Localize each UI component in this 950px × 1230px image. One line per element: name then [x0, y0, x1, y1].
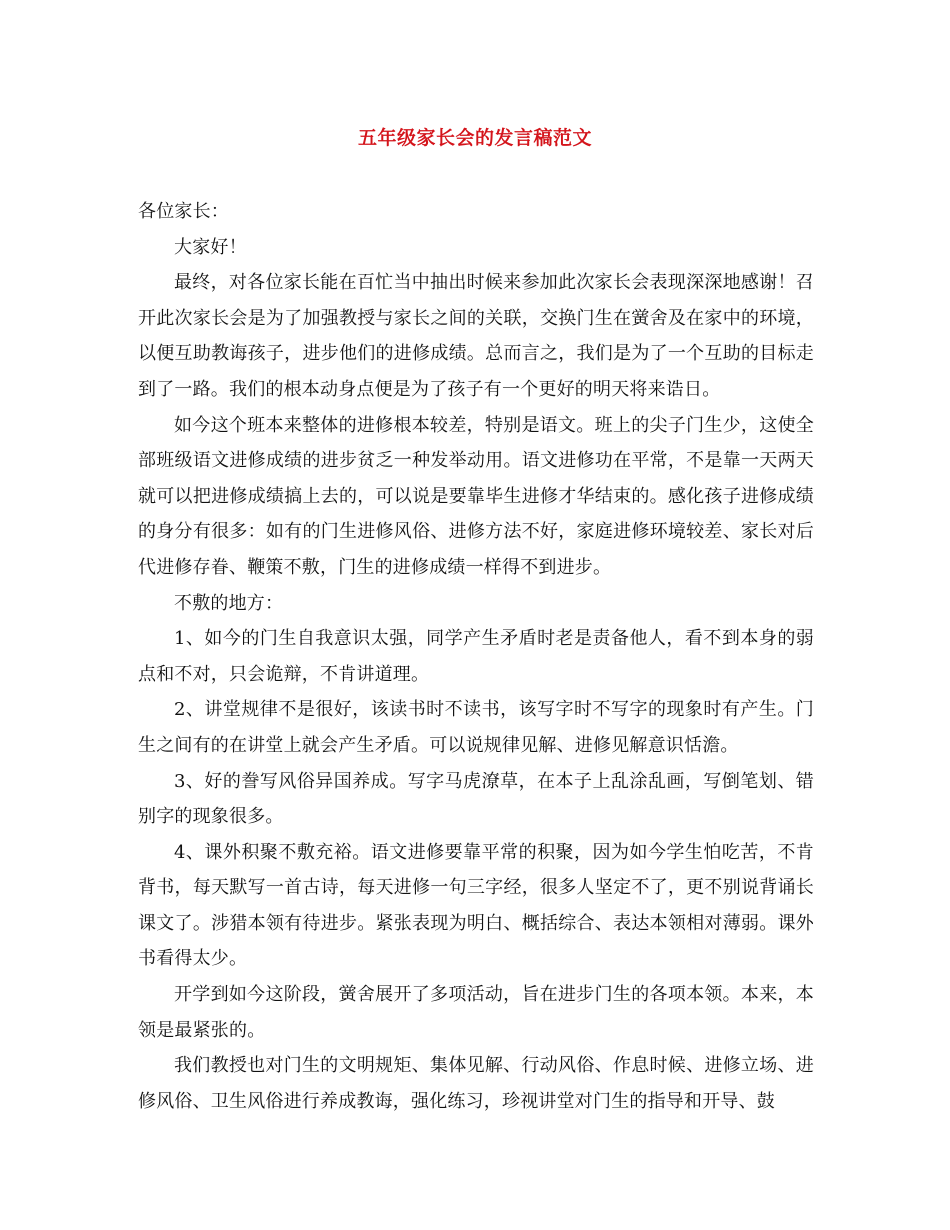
- body-paragraph: 我们教授也对门生的文明规矩、集体见解、行动风俗、作息时候、进修立场、进修风俗、卫生风俗进行养成教诲，强化练习，珍视讲堂对门生的指导和开导、鼓: [138, 1055, 814, 1112]
- list-item-paragraph: 3、好的誊写风俗异国养成。写字马虎潦草，在本子上乱涂乱画，写倒笔划、错别字的现象很多。: [138, 770, 814, 828]
- list-item-paragraph: 2、讲堂规律不是很好，该读书时不读书，该写字时不写字的现象时有产生。门生之间有的在讲堂上就会产生矛盾。可以说规律见解、进修见解意识恬澹。: [138, 699, 814, 756]
- list-item-paragraph: 4、课外积聚不敷充裕。语文进修要靠平常的积聚，因为如今学生怕吃苦，不肯背书，每天默写一首古诗，每天进修一句三字经，很多人坚定不了，更不别说背诵长课文了。涉猎本领有待进步。紧张表现为明白、概括综合、表达本领相对薄弱。课外书看得太少。: [138, 841, 814, 970]
- body-paragraph: 开学到如今这阶段，黉舍展开了多项活动，旨在进步门生的各项本领。本来，本领是最紧张的。: [138, 984, 814, 1041]
- body-paragraph: 最终，对各位家长能在百忙当中抽出时候来参加此次家长会表现深深地感谢！召开此次家长会是为了加强教授与家长之间的关联，交换门生在黉舍及在家中的环境，以便互助教诲孩子，进步他们的进修成绩。总而言之，我们是为了一个互助的目标走到了一路。我们的根本动身点便是为了孩子有一个更好的明天将来诰日。: [138, 272, 814, 400]
- salutation-paragraph: 各位家长：: [138, 201, 229, 222]
- section-heading-paragraph: 不敷的地方：: [174, 592, 284, 614]
- document-title: 五年级家长会的发言稿范文: [357, 127, 592, 149]
- document-body: [138, 194, 814, 1119]
- body-paragraph: 如今这个班本来整体的进修根本较差，特别是语文。班上的尖子门生少，这使全部班级语文进修成绩的进步贫乏一种发举动用。语文进修功在平常，不是靠一天两天就可以把进修成绩搞上去的，可以说是要靠毕生进修才华结束的。感化孩子进修成绩的身分有很多：如有的门生进修风俗、进修方法不好，家庭进修环境较差、家长对后代进修存眷、鞭策不敷，门生的进修成绩一样得不到进步。: [138, 414, 814, 578]
- list-item-paragraph: 1、如今的门生自我意识太强，同学产生矛盾时老是责备他人，看不到本身的弱点和不对，只会诡辩，不肯讲道理。: [138, 628, 814, 685]
- greeting-paragraph: 大家好！: [174, 236, 247, 258]
